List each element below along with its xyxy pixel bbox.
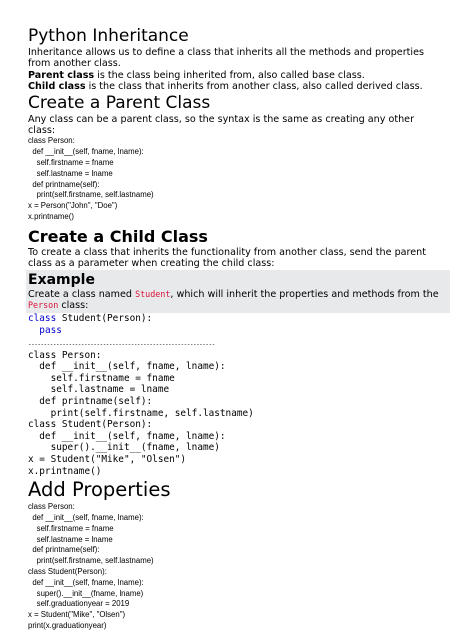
code-line: class Student(Person): (28, 566, 107, 576)
code-line: x = Student("Mike", "Olsen") (28, 453, 187, 465)
code-line: def __init__(self, fname, lname): (28, 430, 226, 442)
code-line: print(self.firstname, self.lastname) (28, 407, 254, 419)
child-class-term: Child class (28, 81, 86, 93)
code-line: def printname(self): (28, 179, 100, 189)
code-line: super().__init__(fname, lname) (28, 442, 220, 454)
code-line: def __init__(self, fname, lname): (28, 147, 144, 157)
parent-class-text: is the class being inherited from, also called base class. (94, 69, 365, 81)
keyword-pass: pass (39, 325, 62, 337)
parent-class-paragraph: Any class can be a parent class, so the syntax is the same as creating any other class: (28, 113, 415, 137)
code-line: x.printname() (28, 212, 74, 222)
example-code-line-2 (28, 325, 444, 337)
code-line: class Person: (28, 349, 102, 361)
parent-class-definition (28, 70, 444, 81)
code-line: self.firstname = fname (28, 158, 114, 168)
code-line: print(self.firstname, self.lastname) (28, 556, 154, 566)
code-line: self.lastname = lname (28, 384, 170, 396)
child-class-paragraph: To create a class that inherits the functionality from another class, send the parent class as a parameter when creating the child class: (28, 246, 427, 270)
child-class-code (28, 350, 444, 478)
inline-code-student: Student (135, 288, 171, 299)
code-line: class Person: (28, 136, 75, 146)
code-line: print(self.firstname, self.lastname) (28, 190, 154, 200)
example-description (28, 289, 446, 312)
example-box (26, 270, 450, 314)
parent-class-heading: Create a Parent Class (28, 92, 211, 113)
example-text-after: class: (58, 300, 89, 312)
example-text-before: Create a class named (28, 288, 136, 300)
code-line: self.graduationyear = 2019 (28, 599, 130, 609)
child-class-heading: Create a Child Class (28, 226, 208, 246)
code-line: print(x.graduationyear) (28, 620, 107, 630)
code-line: self.lastname = lname (28, 168, 113, 178)
code-line: self.firstname = fname (28, 372, 175, 384)
code-line: class Person: (28, 502, 75, 512)
code-line: def printname(self): (28, 396, 153, 407)
separator-line: ------------------------------------------------------------ (28, 340, 215, 348)
parent-class-code (28, 136, 444, 222)
code-line: super().__init__(fname, lname) (28, 588, 144, 598)
code-line: def printname(self): (28, 545, 100, 555)
example-code-line-1 (28, 313, 444, 325)
example-title: Example (28, 271, 95, 288)
example-text-middle: , which will inherit the properties and methods from the (170, 288, 439, 300)
code-line: def __init__(self, fname, lname): (28, 577, 144, 587)
code-line: def __init__(self, fname, lname): (28, 361, 226, 373)
code-line: self.firstname = fname (28, 523, 114, 533)
add-properties-code (28, 502, 444, 632)
inline-code-person: Person (28, 300, 59, 311)
code-line: def __init__(self, fname, lname): (28, 512, 144, 522)
code-line: class Student(Person): (28, 419, 153, 431)
parent-class-term: Parent class (28, 69, 95, 81)
code-line: x = Student("Mike", "Olsen") (28, 610, 126, 620)
intro-paragraph: Inheritance allows us to define a class that inherits all the methods and properties from another class. (28, 47, 424, 70)
keyword-class: class (28, 313, 57, 325)
child-class-definition (28, 81, 444, 92)
example-code-rest: Student(Person): (56, 313, 153, 325)
code-line: x.printname() (28, 465, 102, 477)
code-line: x = Person("John", "Doe") (28, 201, 118, 211)
child-class-text: is the class that inherits from another class, also called derived class. (85, 81, 423, 93)
page-title: Python Inheritance (28, 26, 189, 46)
code-line: self.lastname = lname (28, 534, 113, 544)
add-properties-heading: Add Properties (28, 478, 171, 502)
